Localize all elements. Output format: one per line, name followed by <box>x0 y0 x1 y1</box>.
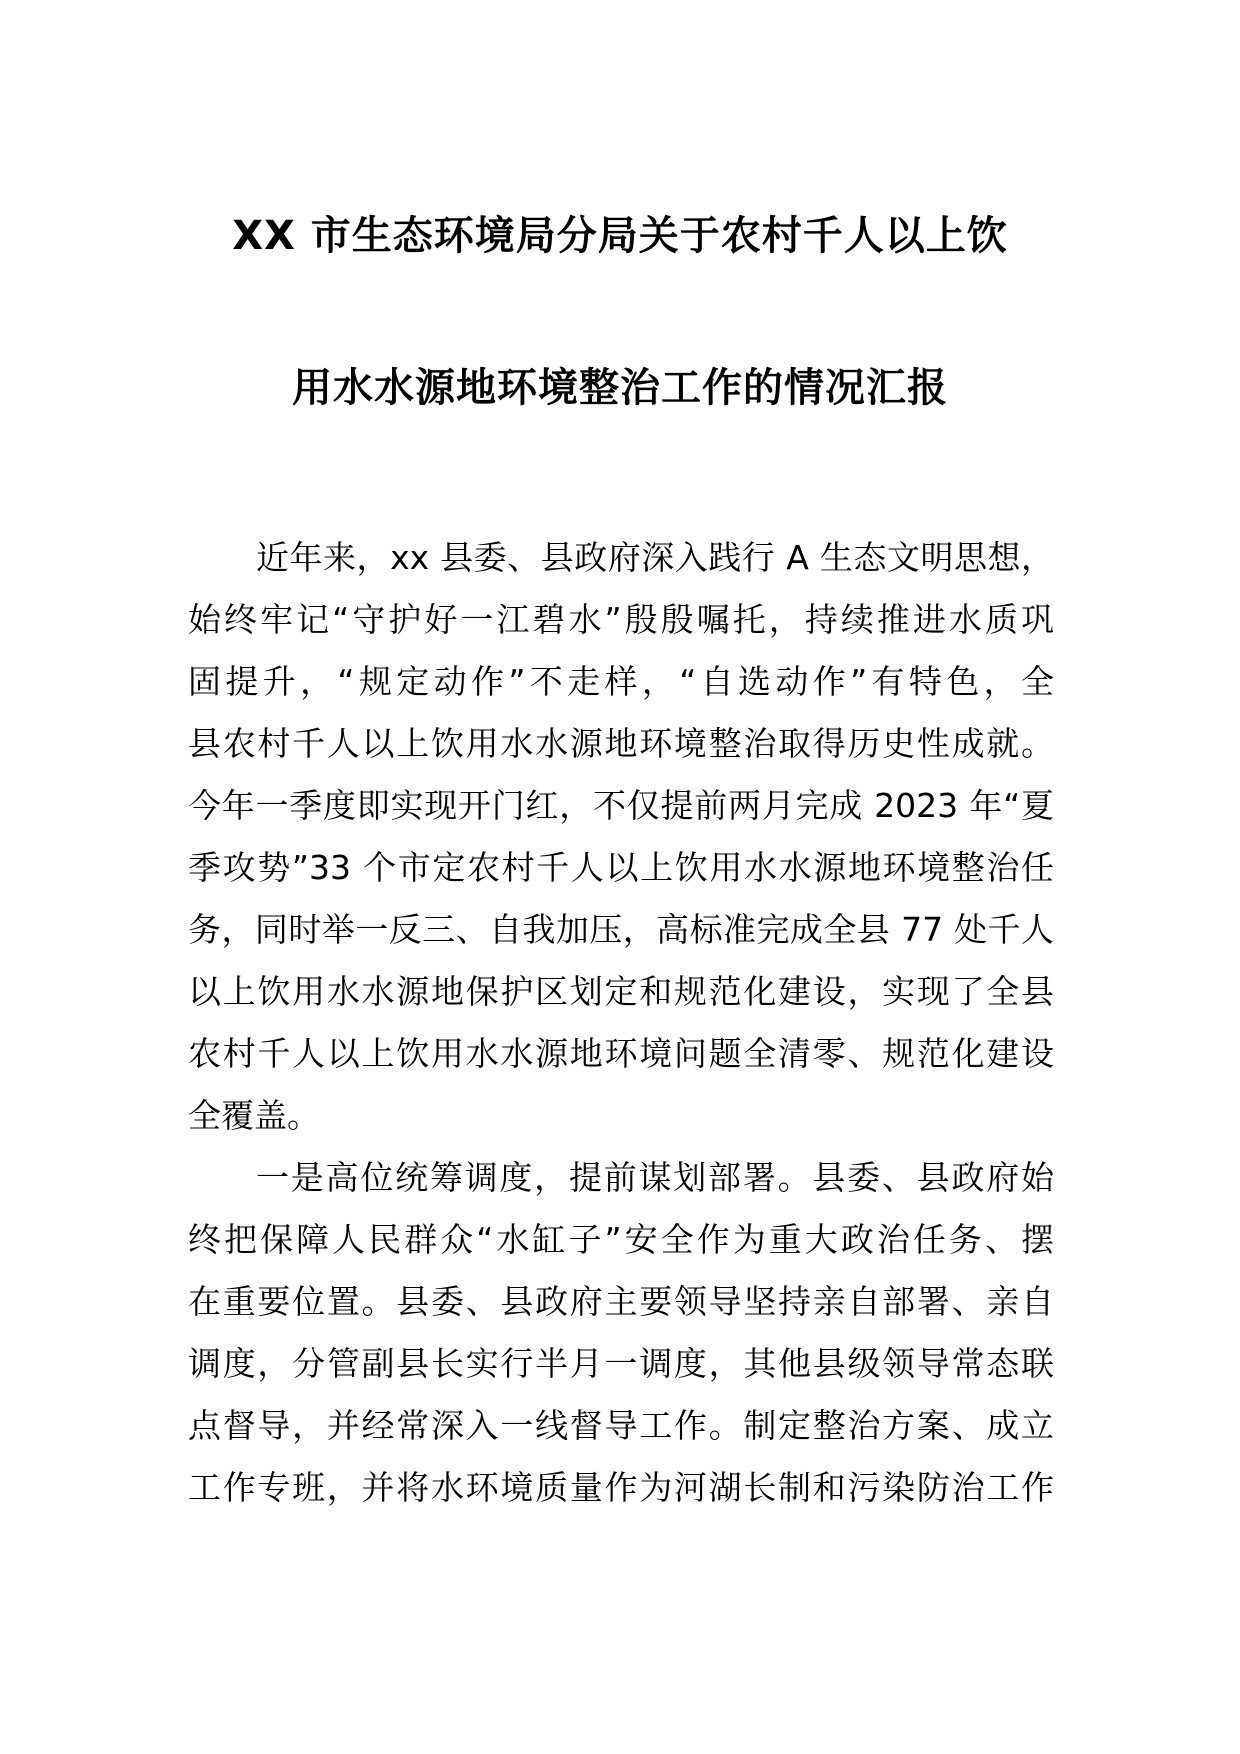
document-title-line-2: 用水水源地环境整治工作的情况汇报 <box>292 365 948 411</box>
paragraph-2-line: 一是高位统筹调度，提前谋划部署。县委、县政府始 <box>256 1158 1054 1197</box>
paragraph-2-line: 调度，分管副县长实行半月一调度，其他县级领导常态联 <box>188 1344 1054 1383</box>
paragraph-1-line: 始终牢记“守护好一江碧水”殷殷嘱托，持续推进水质巩 <box>188 600 1054 639</box>
paragraph-2-line: 点督导，并经常深入一线督导工作。制定整治方案、成立 <box>188 1406 1054 1445</box>
paragraph-1-line: 务，同时举一反三、自我加压，高标准完成全县 77 处千人 <box>188 910 1054 949</box>
paragraph-1-line: 季攻势”33 个市定农村千人以上饮用水水源地环境整治任 <box>188 848 1054 887</box>
paragraph-2-line: 在重要位置。县委、县政府主要领导坚持亲自部署、亲自 <box>188 1282 1054 1321</box>
paragraph-1-line: 固提升，“规定动作”不走样，“自选动作”有特色，全 <box>188 662 1054 701</box>
paragraph-1-line: 全覆盖。 <box>188 1096 320 1135</box>
paragraph-1-line: 以上饮用水水源地保护区划定和规范化建设，实现了全县 <box>188 972 1054 1011</box>
paragraph-1-line: 近年来，xx 县委、县政府深入践行 A 生态文明思想， <box>256 538 1054 577</box>
paragraph-2-line: 终把保障人民群众“水缸子”安全作为重大政治任务、摆 <box>188 1220 1054 1259</box>
paragraph-1-line: 今年一季度即实现开门红，不仅提前两月完成 2023 年“夏 <box>188 786 1054 825</box>
paragraph-2-line: 工作专班，并将水环境质量作为河湖长制和污染防治工作 <box>188 1468 1054 1507</box>
document-title-line-1: XX 市生态环境局分局关于农村千人以上饮 <box>232 213 1008 259</box>
paragraph-1-line: 县农村千人以上饮用水水源地环境整治取得历史性成就。 <box>188 724 1054 763</box>
paragraph-1-line: 农村千人以上饮用水水源地环境问题全清零、规范化建设 <box>188 1034 1054 1073</box>
